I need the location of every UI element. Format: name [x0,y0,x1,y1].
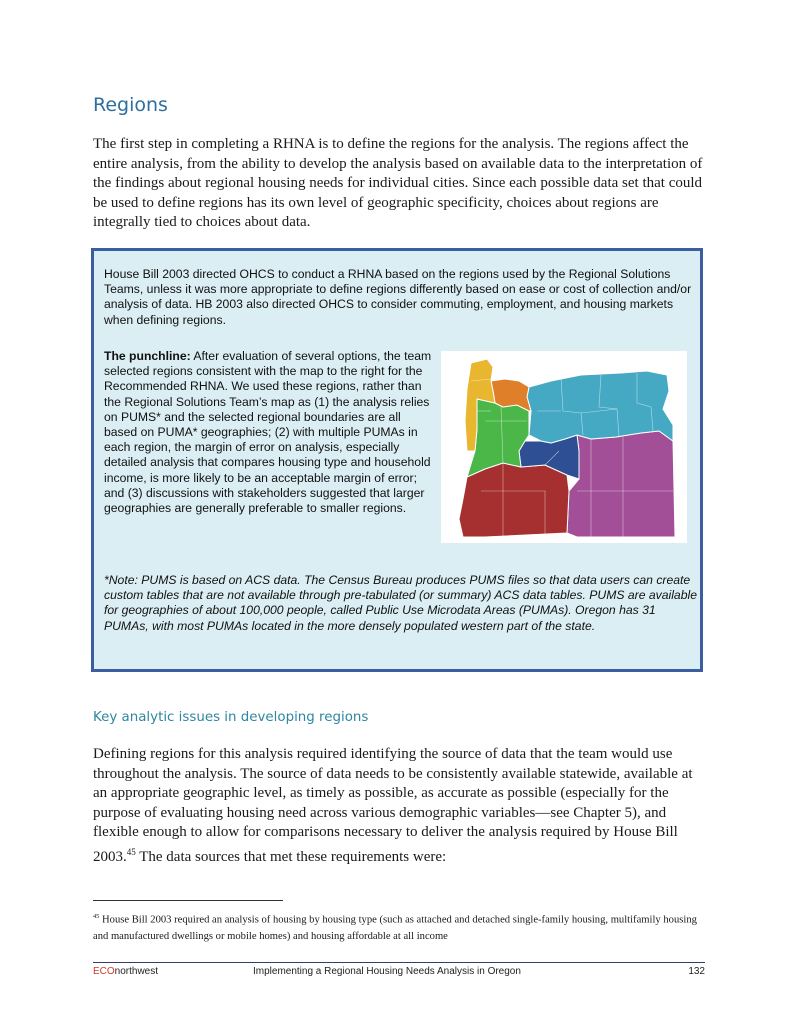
region-southeast [567,431,675,537]
callout-box [91,248,703,672]
footer-brand [93,966,158,977]
page-number: 132 [688,966,705,977]
footnote [93,909,705,945]
oregon-map-graphic [441,351,687,543]
footnote-text: House Bill 2003 required an analysis of housing by housing type (such as attached and detached single-family housing, multifamily housing and manufactured dwellings or mobile homes) and housing affordable at all income [93,914,697,942]
body-text: Defining regions for this analysis required identifying the source of data that the team would use throughout the analysis. The source of data needs to be consistently available statewide, available at an appropriate geographic level, as timely as possible, as accurate as possible (especially for the purpose of evaluating housing need across various demographic variables—see Chapter 5), and flexible enough to allow for comparisons necessary to deliver the analysis required by House Bill 2003. [93,746,693,865]
footer-divider [93,962,705,963]
footer-title: Implementing a Regional Housing Needs Analysis in Oregon [253,966,521,977]
punchline-text: After evaluation of several options, the team selected regions consistent with the map to the right for the Recommended RHNA. We used these regions, rather than the Regional Solutions Team’s map as (1) the analysis relies on PUMS* and the selected regional boundaries are all based on PUMA* geographies; (2) with multiple PUMAs in each region, the margin of error on analysis, especially detailed analysis that compares housing type and household income, is more likely to be an acceptable margin of error; and (3) discussions with stakeholders suggested that larger geographies are generally preferable to smaller regions. [104,349,432,516]
callout-paragraph: House Bill 2003 directed OHCS to conduct a RHNA based on the regions used by the Regional Solutions Teams, unless it was more appropriate to define regions differently based on ease or cost of collection and/or analysis of data. HB 2003 also directed OHCS to consider commuting, employment, and housing markets when defining regions. [104,267,692,327]
region-southwest [459,463,569,537]
callout-note: *Note: PUMS is based on ACS data. The Census Bureau produces PUMS files so that data users can create custom tables that are not available through pre-tabulated (or summary) ACS data tables. PUMS are available for geographies of about 100,000 people, called Public Use Microdata Areas (PUMAs). Oregon has 31 PUMAs, with most PUMAs located in the more densely populated western part of the state. [104,573,697,633]
body-text-tail: The data sources that met these requirements were: [135,848,447,865]
brand-rest: northwest [114,966,159,977]
footnote-number: 45 [93,913,100,920]
oregon-regions-map [441,351,687,543]
section-subheading: Key analytic issues in developing regions [93,710,369,725]
footnote-ref[interactable]: 45 [126,846,136,857]
footnote-divider [93,900,283,901]
punchline-label: The punchline: [104,349,191,363]
page-title: Regions [93,94,168,116]
body-paragraph [93,745,705,868]
punchline-paragraph [104,349,434,516]
brand-eco: ECO [93,966,115,977]
page-footer [93,966,705,980]
intro-paragraph: The first step in completing a RHNA is to define the regions for the analysis. The regions affect the entire analysis, from the ability to develop the analysis based on available data to the interpretation of the findings about regional housing needs for individual cities. Since each possible data set that could be used to define regions has its own level of geographic specificity, choices about regions are integrally tied to choices about data. [93,136,703,231]
